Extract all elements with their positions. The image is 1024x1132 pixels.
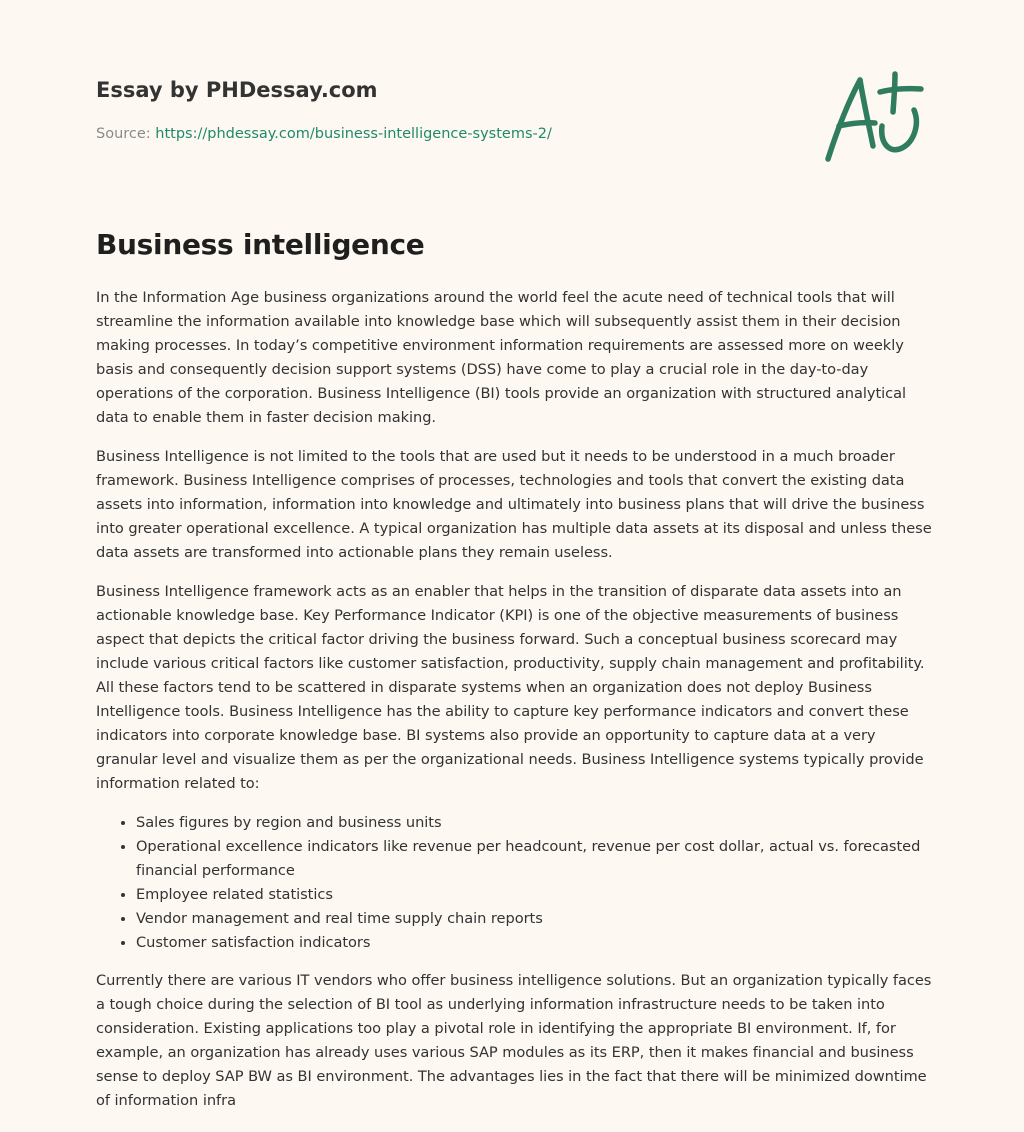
brand-title: Essay by PHDessay.com: [96, 78, 378, 102]
list-item: • Employee related statistics: [136, 883, 938, 907]
list-item: • Sales figures by region and business units: [136, 811, 938, 835]
source-label: Source:: [96, 126, 156, 142]
bullet-list: [96, 811, 938, 955]
list-item: • Customer satisfaction indicators: [136, 931, 938, 955]
source-line: [96, 124, 796, 144]
paragraph: In the Information Age business organizations around the world feel the acute need of technical tools that will streamline the information available into knowledge base which will subsequently assist them in their decision making processes. In today’s competitive environment information requirements are assessed more on weekly basis and consequently decision support systems (DSS) have come to play a crucial role in the day-to-day operations of the corporation. Business Intelligence (BI) tools provide an organization with structured analytical data to enable them in faster decision making.: [96, 289, 906, 426]
paragraph: Business Intelligence framework acts as an enabler that helps in the transition of disparate data assets into an actionable knowledge base. Key Performance Indicator (KPI) is one of the objective measurements of business aspect that depicts the critical factor driving the business forward. Such a conceptual business scorecard may include various critical factors like customer satisfaction, productivity, supply chain management and profitability. All these factors tend to be scattered in disparate systems when an organization does not deploy Business Intelligence tools. Business Intelligence has the ability to capture key performance indicators and convert these indicators into corporate knowledge base. BI systems also provide an opportunity to capture data at a very granular level and visualize them as per the organizational needs. Business Intelligence systems typically provide information related to:: [96, 583, 925, 792]
a-plus-logo-icon: [822, 66, 926, 166]
article: [96, 226, 938, 1128]
paragraph: Currently there are various IT vendors who offer business intelligence solutions. But an organization typically faces a tough choice during the selection of BI tool as underlying information infrastructure needs to be taken into consideration. Existing applications too play a pivotal role in identifying the appropriate BI environment. If, for example, an organization has already uses various SAP modules as its ERP, then it makes financial and business sense to deploy SAP BW as BI environment. The advantages lies in the fact that there will be minimized downtime of information infra: [96, 972, 932, 1109]
article-title: Business intelligence: [96, 228, 425, 261]
paragraph: Business Intelligence is not limited to the tools that are used but it needs to be understood in a much broader framework. Business Intelligence comprises of processes, technologies and tools that convert the existing data assets into information, information into knowledge and ultimately into business plans that will drive the business into greater operational excellence. A typical organization has multiple data assets at its disposal and unless these data assets are transformed into actionable plans they remain useless.: [96, 448, 932, 561]
list-item: • Operational excellence indicators like revenue per headcount, revenue per cost dollar, actual vs. forecasted financial performance: [136, 835, 938, 883]
page-header: [96, 76, 796, 144]
list-item: • Vendor management and real time supply chain reports: [136, 907, 938, 931]
a-plus-logo: [822, 66, 926, 166]
source-link[interactable]: https://phdessay.com/business-intelligence-systems-2/: [155, 126, 552, 142]
